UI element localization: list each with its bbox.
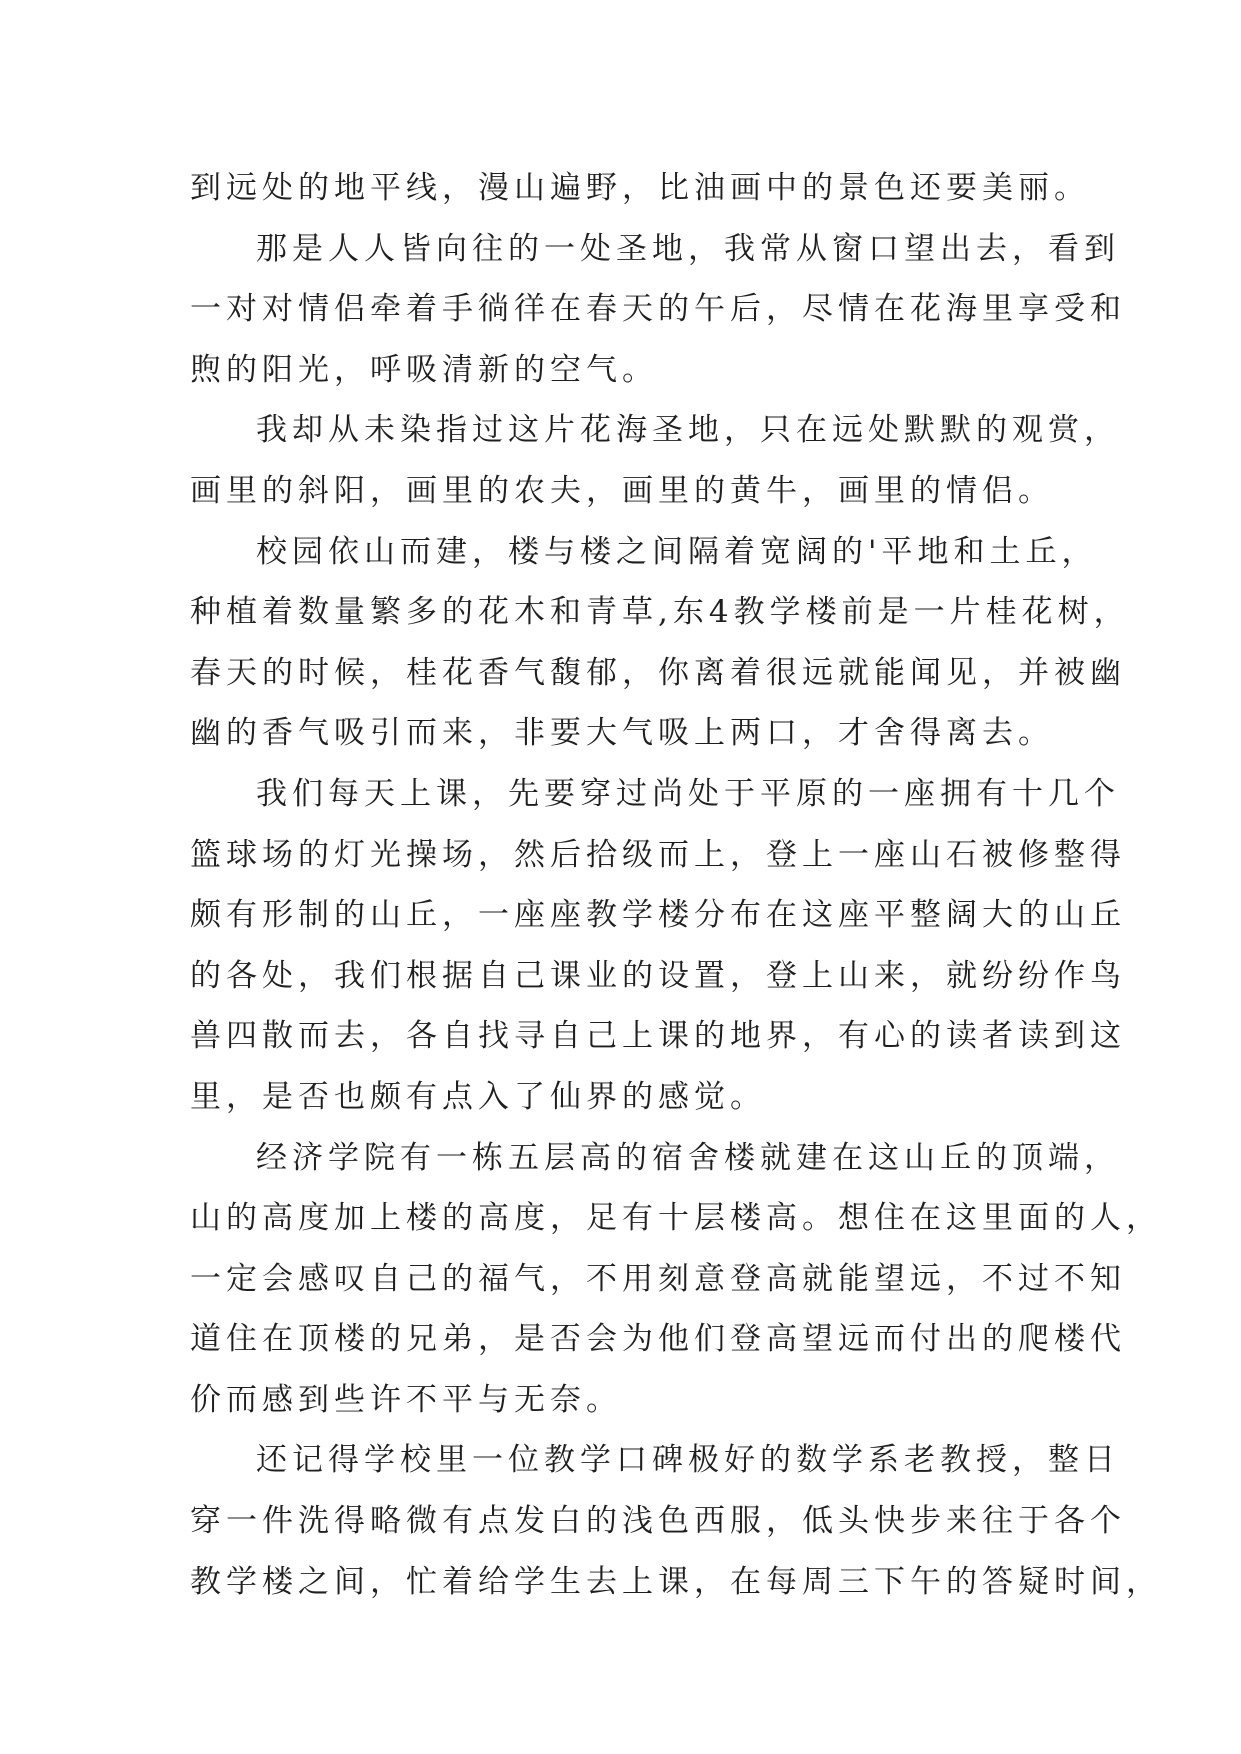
text-line: 山的高度加上楼的高度，足有十层楼高。想住在这里面的人， bbox=[190, 1200, 1162, 1237]
text-line: 校园依山而建，楼与楼之间隔着宽阔的'平地和土丘， bbox=[256, 533, 1098, 570]
text-line: 煦的阳光，呼吸清新的空气。 bbox=[190, 351, 658, 388]
text-line: 兽四散而去，各自找寻自己上课的地界，有心的读者读到这 bbox=[190, 1018, 1126, 1055]
text-line: 我们每天上课，先要穿过尚处于平原的一座拥有十几个 bbox=[256, 775, 1120, 812]
text-line: 我却从未染指过这片花海圣地，只在远处默默的观赏， bbox=[256, 412, 1120, 449]
text-line: 到远处的地平线，漫山遍野，比油画中的景色还要美丽。 bbox=[190, 170, 1090, 206]
text-line: 里，是否也颇有点入了仙界的感觉。 bbox=[190, 1078, 766, 1115]
text-line: 画里的斜阳，画里的农夫，画里的黄牛，画里的情侣。 bbox=[190, 472, 1054, 509]
text-line: 道住在顶楼的兄弟，是否会为他们登高望远而付出的爬楼代 bbox=[190, 1321, 1126, 1358]
body-text bbox=[190, 158, 1162, 1612]
text-line: 一定会感叹自己的福气，不用刻意登高就能望远，不过不知 bbox=[190, 1260, 1126, 1297]
text-line: 篮球场的灯光操场，然后拾级而上，登上一座山石被修整得 bbox=[190, 836, 1126, 873]
text-line: 穿一件洗得略微有点发白的浅色西服，低头快步来往于各个 bbox=[190, 1503, 1126, 1540]
text-line: 幽的香气吸引而来，非要大气吸上两口，才舍得离去。 bbox=[190, 715, 1054, 752]
text-line: 那是人人皆向往的一处圣地，我常从窗口望出去，看到 bbox=[256, 230, 1120, 267]
text-line: 经济学院有一栋五层高的宿舍楼就建在这山丘的顶端， bbox=[256, 1139, 1120, 1176]
text-line: 一对对情侣牵着手徜徉在春天的午后，尽情在花海里享受和 bbox=[190, 291, 1126, 328]
text-line: 种植着数量繁多的花木和青草,东4教学楼前是一片桂花树， bbox=[190, 594, 1130, 631]
text-line: 颇有形制的山丘，一座座教学楼分布在这座平整阔大的山丘 bbox=[190, 897, 1126, 934]
text-line: 的各处，我们根据自己课业的设置，登上山来，就纷纷作鸟 bbox=[190, 957, 1126, 994]
text-line: 还记得学校里一位教学口碑极好的数学系老教授，整日 bbox=[256, 1442, 1120, 1479]
text-line: 春天的时候，桂花香气馥郁，你离着很远就能闻见，并被幽 bbox=[190, 654, 1126, 691]
text-line: 教学楼之间，忙着给学生去上课，在每周三下午的答疑时间， bbox=[190, 1563, 1162, 1600]
text-line: 价而感到些许不平与无奈。 bbox=[190, 1381, 622, 1418]
